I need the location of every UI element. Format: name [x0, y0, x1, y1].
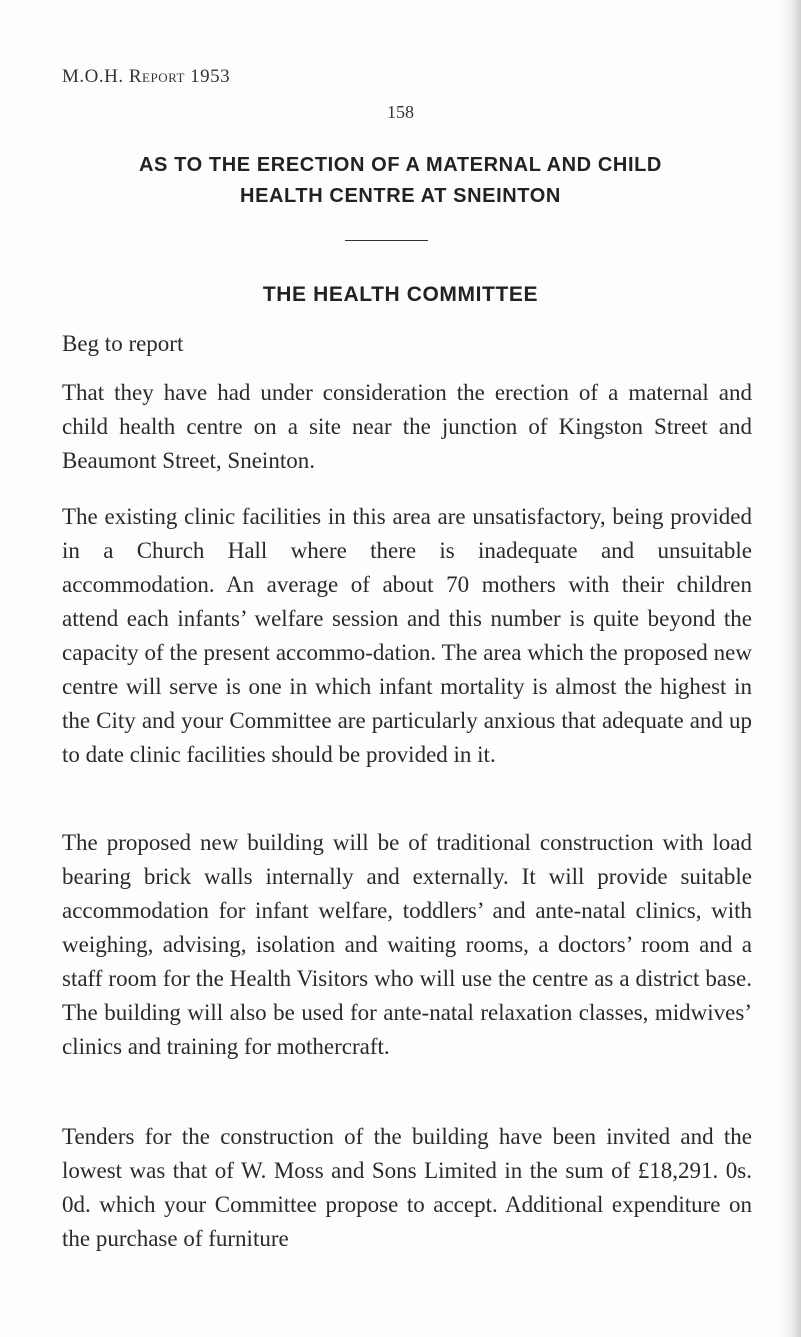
- paragraph-3: The proposed new building will be of traditional construction with load bearing brick walls internally and externally. It will provide suitable accommodation for infant welfare, toddlers’ and ante-natal clinics, with weighing, advising, isolation and waiting rooms, a doctors’ room and a staff room for the Health Visitors who will use the centre as a district base. The building will also be used for ante-natal relaxation classes, midwives’ clinics and training for mothercraft.: [62, 830, 752, 1059]
- page-title: [30, 150, 771, 212]
- paragraph-2: The existing clinic facilities in this area are unsatisfactory, being provided in a Church Hall where there is inadequate and unsuitable accommodation. An average of about 70 mothers with their children attend each infants’ welfare session and this number is quite beyond the capacity of the present accommo-dation. The area which the proposed new centre will serve is one in which infant mortality is almost the highest in the City and your Committee are particularly anxious that adequate and up to date clinic facilities should be provided in it.: [62, 504, 752, 767]
- running-head-report: Report: [128, 66, 185, 87]
- committee-heading: THE HEALTH COMMITTEE: [262, 283, 539, 306]
- opening-line: Beg to report: [62, 331, 184, 356]
- title-line-2: HEALTH CENTRE AT SNEINTON: [240, 185, 561, 207]
- paragraph-4: Tenders for the construction of the building have been invited and the lowest was that of W. Moss and Sons Limited in the sum of £18,291. 0s. 0d. which your Committee propose to accept. Additional expenditure on the purchase of furniture: [62, 1124, 752, 1251]
- page-edge-shadow: [779, 0, 801, 1337]
- paragraph-1: That they have had under consideration the erection of a maternal and child health centre on a site near the junction of Kingston Street and Beaumont Street, Sneinton.: [62, 380, 752, 473]
- running-head: [62, 66, 230, 88]
- running-head-year: 1953: [190, 66, 231, 87]
- section-divider: [345, 240, 428, 241]
- title-line-1: AS TO THE ERECTION OF A MATERNAL AND CHILD: [139, 154, 662, 176]
- running-head-prefix: M.O.H.: [62, 66, 124, 87]
- page-number: 158: [387, 102, 414, 122]
